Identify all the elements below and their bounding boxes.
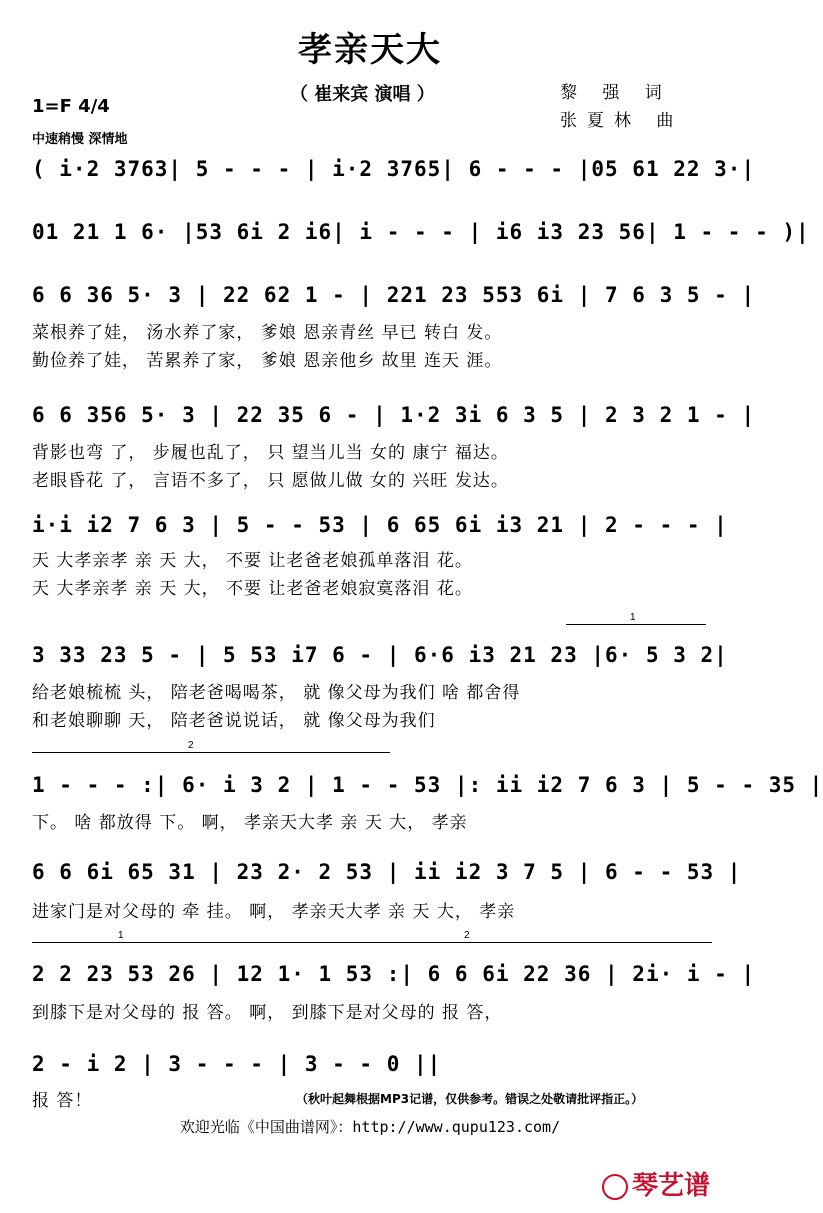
lyric-line: 和老娘聊聊 天， 陪老爸说说话， 就 像父母为我们 <box>32 711 436 731</box>
lyric-line: 背影也弯 了， 步履也乱了， 只 望当儿当 女的 康宁 福达。 <box>32 443 509 463</box>
performer: （ 崔来宾 演唱 ） <box>290 84 435 105</box>
score-row-4: 6 6 356 5· 3 | 22 35 6 - | 1·2 3i 6 3 5 | 2 3 2 1 - | <box>32 403 756 427</box>
lyric-line: 下。 啥 都放得 下。 啊， 孝亲天大孝 亲 天 大， 孝亲 <box>32 813 468 833</box>
composer: 张夏林 曲 <box>560 111 684 131</box>
score-row-6: 3 33 23 5 - | 5 53 i7 6 - | 6·6 i3 21 23 |6· 5 3 2| <box>32 643 728 667</box>
volta-bracket-1b: 1 <box>32 942 382 943</box>
logo-icon <box>602 1174 628 1200</box>
lyric-line: 进家门是对父母的 牵 挂。 啊， 孝亲天大孝 亲 天 大， 孝亲 <box>32 902 516 922</box>
score-row-1: ( i·2 3763| 5 - - - | i·2 3765| 6 - - - |05 61 22 3·| <box>32 157 756 181</box>
score-row-10: 2 - i 2 | 3 - - - | 3 - - 0 || <box>32 1052 442 1076</box>
volta-bracket-1-end <box>32 752 124 753</box>
lyric-line: 到膝下是对父母的 报 答。 啊， 到膝下是对父母的 报 答， <box>32 1003 503 1023</box>
score-row-3: 6 6 36 5· 3 | 22 62 1 - | 221 23 553 6i | 7 6 3 5 - | <box>32 283 756 307</box>
lyricist: 黎 强 词 <box>560 83 672 103</box>
score-row-5: i·i i2 7 6 3 | 5 - - 53 | 6 65 6i i3 21 | 2 - - - | <box>32 513 728 537</box>
song-title: 孝亲天大 <box>298 30 442 70</box>
key-signature: 1=F 4/4 <box>32 96 110 117</box>
lyric-line: 报 答！ <box>32 1091 93 1111</box>
site-logo: 琴艺谱 <box>602 1165 710 1202</box>
volta-bracket-1: 1 <box>566 624 706 625</box>
score-row-2: 01 21 1 6· |53 6i 2 i6| i - - - | i6 i3 23 56| 1 - - - )| <box>32 220 810 244</box>
lyric-line: 给老娘梳梳 头， 陪老爸喝喝茶， 就 像父母为我们 啥 都舍得 <box>32 683 521 703</box>
lyric-line: 老眼昏花 了， 言语不多了， 只 愿做儿做 女的 兴旺 发达。 <box>32 471 509 491</box>
score-row-9: 2 2 23 53 26 | 12 1· 1 53 :| 6 6 6i 22 36 | 2i· i - | <box>32 962 756 986</box>
lyric-line: 天 大孝亲孝 亲 天 大， 不要 让老爸老娘孤单落泪 花。 <box>32 551 473 571</box>
lyric-line: 天 大孝亲孝 亲 天 大， 不要 让老爸老娘寂寞落泪 花。 <box>32 579 473 599</box>
transcription-note: （秋叶起舞根据MP3记谱，仅供参考。错误之处敬请批评指正。） <box>296 1092 644 1106</box>
score-row-8: 6 6 6i 65 31 | 23 2· 2 53 | ii i2 3 7 5 | 6 - - 53 | <box>32 860 742 884</box>
tempo-marking: 中速稍慢 深情地 <box>32 132 128 147</box>
score-row-7: 1 - - - :| 6· i 3 2 | 1 - - 53 |: ii i2 7 6 3 | 5 - - 35 | <box>32 773 823 797</box>
lyric-line: 菜根养了娃， 汤水养了家， 爹娘 恩亲青丝 早已 转白 发。 <box>32 323 503 343</box>
volta-bracket-2: 2 <box>124 752 390 753</box>
lyric-line: 勤俭养了娃， 苦累养了家， 爹娘 恩亲他乡 故里 连天 涯。 <box>32 351 503 371</box>
footer-link[interactable]: 欢迎光临《中国曲谱网》：http://www.qupu123.com/ <box>179 1118 561 1136</box>
volta-bracket-2b: 2 <box>382 942 712 943</box>
